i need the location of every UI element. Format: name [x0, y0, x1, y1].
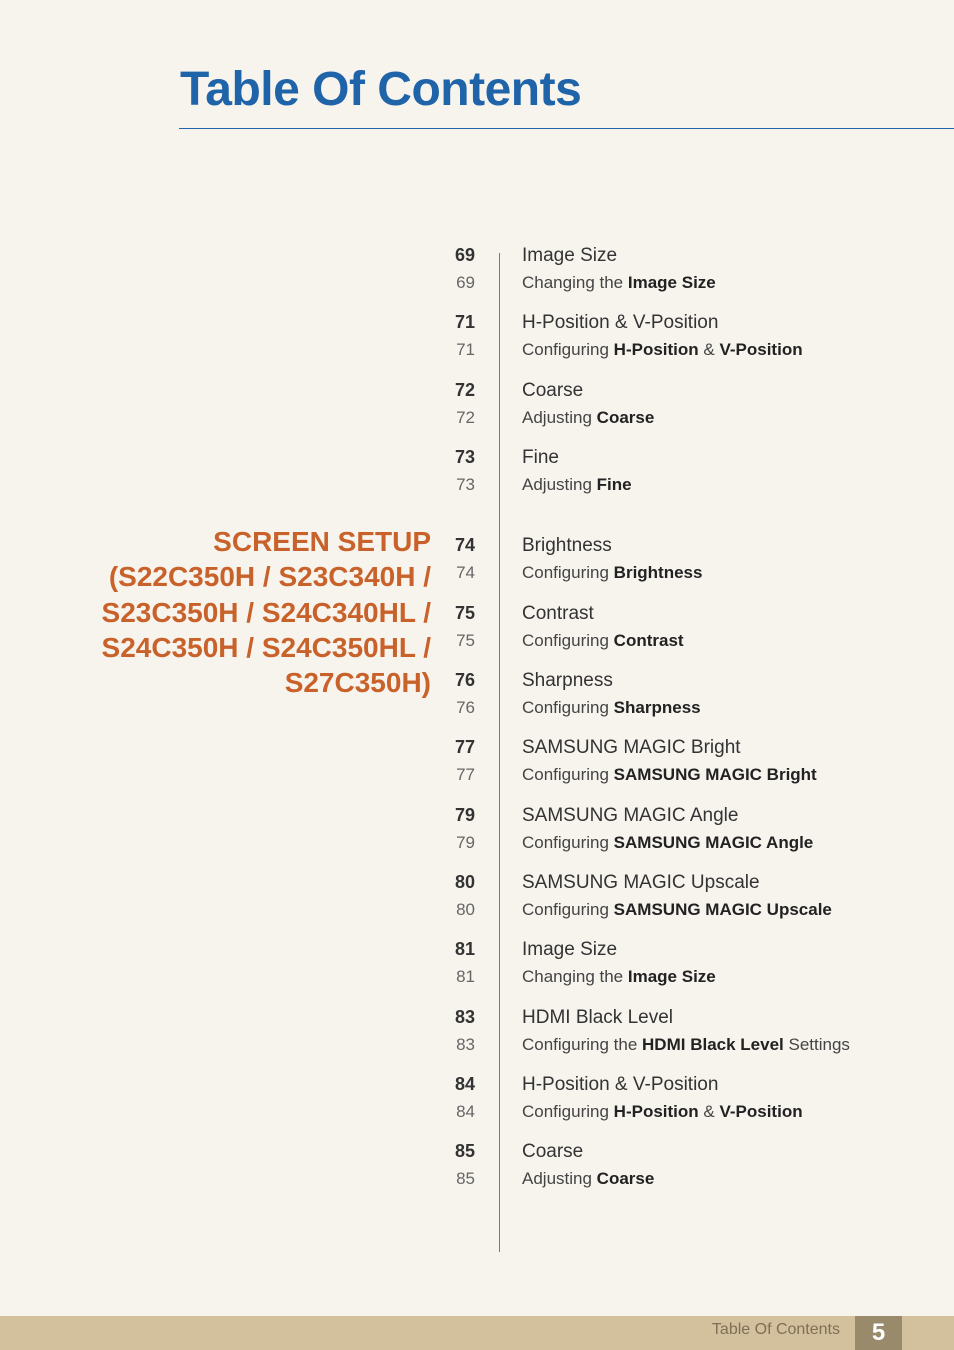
subentry-page-number: 77: [456, 765, 475, 784]
entry-title[interactable]: Coarse: [522, 1141, 584, 1162]
page-title: Table Of Contents: [180, 63, 582, 116]
section-heading-line: (S22C350H / S23C340H /: [108, 561, 431, 593]
subentry-page-number: 69: [456, 273, 475, 292]
subentry-title[interactable]: [522, 765, 817, 785]
toc-entry[interactable]: [0, 1141, 954, 1201]
entry-title[interactable]: Coarse: [522, 380, 584, 401]
entry-page-number: 76: [454, 670, 475, 690]
entry-page-number: 79: [454, 805, 475, 825]
toc-entry[interactable]: [0, 805, 954, 865]
toc-entry[interactable]: [0, 603, 954, 663]
subentry-title-text: Configuring: [522, 765, 614, 784]
entry-title[interactable]: Brightness: [522, 535, 612, 556]
subentry-title[interactable]: [522, 408, 654, 428]
subentry-title[interactable]: [522, 1169, 654, 1189]
entry-title[interactable]: Image Size: [522, 939, 618, 960]
subentry-title-text: Configuring: [522, 900, 614, 919]
subentry-title-bold: H-Position: [613, 1102, 699, 1121]
subentry-page-number: 85: [456, 1169, 475, 1188]
title-divider: [179, 128, 954, 129]
subentry-title-bold: SAMSUNG MAGIC Angle: [613, 833, 814, 852]
toc-entry[interactable]: [0, 872, 954, 932]
subentry-page-number: 83: [456, 1035, 475, 1054]
subentry-title-text: Configuring: [522, 340, 614, 359]
subentry-title-bold: SAMSUNG MAGIC Upscale: [613, 900, 832, 919]
section-heading-line: S23C350H / S24C340HL /: [101, 596, 431, 628]
section-heading-line: S24C350H / S24C350HL /: [101, 631, 431, 663]
subentry-title-text: &: [698, 1102, 720, 1121]
subentry-title-bold: Sharpness: [613, 698, 701, 717]
entry-page-number: 71: [454, 312, 475, 332]
subentry-title-bold: Brightness: [613, 563, 703, 582]
page-number: 5: [855, 1316, 902, 1350]
subentry-page-number: 72: [456, 408, 475, 427]
entry-page-number: 73: [454, 447, 475, 467]
subentry-title-bold: Contrast: [613, 631, 684, 650]
subentry-title-text: Changing the: [522, 967, 628, 986]
subentry-title-text: Adjusting: [522, 475, 597, 494]
subentry-title[interactable]: [522, 273, 716, 293]
subentry-page-number: 74: [456, 563, 475, 582]
subentry-title-text: Configuring the: [522, 1035, 643, 1054]
entry-title[interactable]: Image Size: [522, 245, 618, 266]
subentry-title[interactable]: [522, 900, 832, 920]
subentry-page-number: 79: [456, 833, 475, 852]
subentry-title-text: Configuring: [522, 631, 614, 650]
toc-entry[interactable]: [0, 380, 954, 440]
entry-page-number: 83: [454, 1007, 475, 1027]
footer-label: Table Of Contents: [711, 1321, 840, 1338]
subentry-title-text: Adjusting: [522, 408, 597, 427]
subentry-page-number: 73: [456, 475, 475, 494]
toc-entry[interactable]: [0, 939, 954, 999]
subentry-page-number: 71: [456, 340, 475, 359]
subentry-title[interactable]: [522, 1102, 803, 1122]
subentry-title[interactable]: [522, 967, 716, 987]
entry-title[interactable]: SAMSUNG MAGIC Angle: [522, 805, 739, 826]
subentry-title[interactable]: [522, 563, 702, 583]
subentry-title-bold: SAMSUNG MAGIC Bright: [613, 765, 817, 784]
entry-page-number: 69: [454, 245, 475, 265]
toc-entry[interactable]: [0, 535, 954, 595]
entry-title[interactable]: Sharpness: [522, 670, 613, 691]
subentry-title-bold: Image Size: [627, 967, 716, 986]
entry-page-number: 84: [454, 1074, 475, 1094]
subentry-title-bold: V-Position: [719, 1102, 803, 1121]
entry-title[interactable]: SAMSUNG MAGIC Bright: [522, 737, 741, 758]
subentry-title-bold: Coarse: [596, 1169, 655, 1188]
subentry-title-text: Settings: [783, 1035, 850, 1054]
entry-page-number: 75: [454, 603, 475, 623]
subentry-title-text: &: [698, 340, 720, 359]
entry-title[interactable]: H-Position & V-Position: [522, 1074, 719, 1095]
subentry-title-text: Configuring: [522, 833, 614, 852]
subentry-title[interactable]: [522, 1035, 850, 1055]
subentry-title-bold: Coarse: [596, 408, 655, 427]
subentry-page-number: 75: [456, 631, 475, 650]
subentry-title-bold: Image Size: [627, 273, 716, 292]
subentry-title[interactable]: [522, 475, 632, 495]
subentry-title-bold: HDMI Black Level: [642, 1035, 784, 1054]
subentry-title-text: Configuring: [522, 1102, 614, 1121]
entry-title[interactable]: Fine: [522, 447, 559, 468]
subentry-title-text: Adjusting: [522, 1169, 597, 1188]
entry-page-number: 81: [454, 939, 475, 959]
section-heading-line: S27C350H): [284, 667, 431, 699]
toc-entry[interactable]: [0, 245, 954, 305]
toc-entry[interactable]: [0, 1007, 954, 1067]
subentry-title-text: Configuring: [522, 563, 614, 582]
entry-page-number: 80: [454, 872, 475, 892]
toc-entry[interactable]: [0, 447, 954, 507]
entry-title[interactable]: H-Position & V-Position: [522, 312, 719, 333]
toc-entry[interactable]: [0, 737, 954, 797]
toc-entry[interactable]: [0, 670, 954, 730]
subentry-title[interactable]: [522, 833, 813, 853]
subentry-page-number: 84: [456, 1102, 475, 1121]
subentry-title-bold: H-Position: [613, 340, 699, 359]
entry-page-number: 72: [454, 380, 475, 400]
subentry-title-bold: V-Position: [719, 340, 803, 359]
subentry-page-number: 80: [456, 900, 475, 919]
subentry-page-number: 81: [456, 967, 475, 986]
entry-title[interactable]: Contrast: [522, 603, 594, 624]
entry-page-number: 74: [454, 535, 475, 555]
toc-entry[interactable]: [0, 312, 954, 372]
subentry-title[interactable]: [522, 631, 684, 651]
subentry-title-bold: Fine: [596, 475, 632, 494]
subentry-title[interactable]: [522, 340, 803, 360]
entry-page-number: 77: [454, 737, 475, 757]
toc-entry[interactable]: [0, 1074, 954, 1134]
subentry-title-text: Changing the: [522, 273, 628, 292]
subentry-title[interactable]: [522, 698, 701, 718]
entry-title[interactable]: SAMSUNG MAGIC Upscale: [522, 872, 760, 893]
entry-title[interactable]: HDMI Black Level: [522, 1007, 673, 1028]
entry-page-number: 85: [454, 1141, 475, 1161]
subentry-title-text: Configuring: [522, 698, 614, 717]
subentry-page-number: 76: [456, 698, 475, 717]
section-heading-line: SCREEN SETUP: [213, 526, 431, 557]
